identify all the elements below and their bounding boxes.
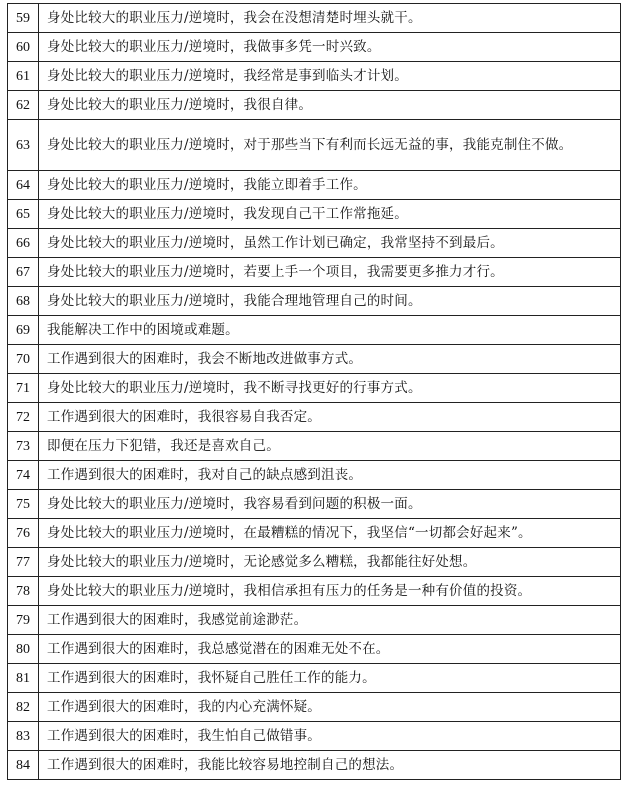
item-number: 81 <box>8 664 39 693</box>
table-row <box>8 432 621 461</box>
item-text: 工作遇到很大的困难时，我会不断地改进做事方式。 <box>39 345 621 374</box>
item-number: 60 <box>8 33 39 62</box>
item-text: 身处比较大的职业压力/逆境时，我容易看到问题的积极一面。 <box>39 490 621 519</box>
table-row <box>8 4 621 33</box>
table-row <box>8 722 621 751</box>
item-text: 工作遇到很大的困难时，我很容易自我否定。 <box>39 403 621 432</box>
table-row <box>8 258 621 287</box>
item-text: 身处比较大的职业压力/逆境时，我很自律。 <box>39 91 621 120</box>
item-text: 身处比较大的职业压力/逆境时，我发现自己干工作常拖延。 <box>39 200 621 229</box>
item-text: 身处比较大的职业压力/逆境时，对于那些当下有利而长远无益的事，我能克制住不做。 <box>39 120 621 171</box>
item-number: 84 <box>8 751 39 780</box>
table-row <box>8 606 621 635</box>
item-text: 工作遇到很大的困难时，我能比较容易地控制自己的想法。 <box>39 751 621 780</box>
table-row <box>8 548 621 577</box>
item-number: 59 <box>8 4 39 33</box>
item-number: 69 <box>8 316 39 345</box>
item-text: 即便在压力下犯错，我还是喜欢自己。 <box>39 432 621 461</box>
item-text: 身处比较大的职业压力/逆境时，无论感觉多么糟糕，我都能往好处想。 <box>39 548 621 577</box>
table-row <box>8 664 621 693</box>
item-number: 71 <box>8 374 39 403</box>
item-number: 83 <box>8 722 39 751</box>
table-row <box>8 62 621 91</box>
item-text: 身处比较大的职业压力/逆境时，若要上手一个项目，我需要更多推力才行。 <box>39 258 621 287</box>
item-text: 工作遇到很大的困难时，我怀疑自己胜任工作的能力。 <box>39 664 621 693</box>
table-row <box>8 91 621 120</box>
item-text: 身处比较大的职业压力/逆境时，我会在没想清楚时埋头就干。 <box>39 4 621 33</box>
item-number: 75 <box>8 490 39 519</box>
item-number: 68 <box>8 287 39 316</box>
item-number: 74 <box>8 461 39 490</box>
item-number: 80 <box>8 635 39 664</box>
table-row <box>8 519 621 548</box>
item-number: 73 <box>8 432 39 461</box>
item-number: 62 <box>8 91 39 120</box>
item-number: 70 <box>8 345 39 374</box>
table-row <box>8 693 621 722</box>
table-row <box>8 751 621 780</box>
table-row <box>8 287 621 316</box>
item-text: 身处比较大的职业压力/逆境时，在最糟糕的情况下，我坚信“一切都会好起来”。 <box>39 519 621 548</box>
table-row <box>8 171 621 200</box>
item-number: 72 <box>8 403 39 432</box>
table-row <box>8 200 621 229</box>
table-row <box>8 120 621 171</box>
table-row <box>8 635 621 664</box>
item-text: 身处比较大的职业压力/逆境时，我能合理地管理自己的时间。 <box>39 287 621 316</box>
table-row <box>8 316 621 345</box>
item-text: 工作遇到很大的困难时，我总感觉潜在的困难无处不在。 <box>39 635 621 664</box>
item-number: 66 <box>8 229 39 258</box>
item-text: 我能解决工作中的困境或难题。 <box>39 316 621 345</box>
item-text: 身处比较大的职业压力/逆境时，我不断寻找更好的行事方式。 <box>39 374 621 403</box>
table-row <box>8 461 621 490</box>
table-row <box>8 33 621 62</box>
item-text: 身处比较大的职业压力/逆境时，我经常是事到临头才计划。 <box>39 62 621 91</box>
item-number: 64 <box>8 171 39 200</box>
item-text: 工作遇到很大的困难时，我的内心充满怀疑。 <box>39 693 621 722</box>
item-number: 77 <box>8 548 39 577</box>
item-number: 63 <box>8 120 39 171</box>
item-number: 61 <box>8 62 39 91</box>
item-text: 身处比较大的职业压力/逆境时，我能立即着手工作。 <box>39 171 621 200</box>
item-number: 65 <box>8 200 39 229</box>
item-text: 工作遇到很大的困难时，我对自己的缺点感到沮丧。 <box>39 461 621 490</box>
item-text: 工作遇到很大的困难时，我生怕自己做错事。 <box>39 722 621 751</box>
table-row <box>8 577 621 606</box>
item-number: 78 <box>8 577 39 606</box>
item-number: 67 <box>8 258 39 287</box>
item-text: 身处比较大的职业压力/逆境时，虽然工作计划已确定，我常坚持不到最后。 <box>39 229 621 258</box>
item-text: 身处比较大的职业压力/逆境时，我相信承担有压力的任务是一种有价值的投资。 <box>39 577 621 606</box>
questionnaire-table <box>7 3 621 780</box>
table-row <box>8 403 621 432</box>
table-row <box>8 374 621 403</box>
item-number: 76 <box>8 519 39 548</box>
table-row <box>8 345 621 374</box>
item-text: 工作遇到很大的困难时，我感觉前途渺茫。 <box>39 606 621 635</box>
table-row <box>8 490 621 519</box>
table-row <box>8 229 621 258</box>
item-number: 79 <box>8 606 39 635</box>
item-number: 82 <box>8 693 39 722</box>
item-text: 身处比较大的职业压力/逆境时，我做事多凭一时兴致。 <box>39 33 621 62</box>
